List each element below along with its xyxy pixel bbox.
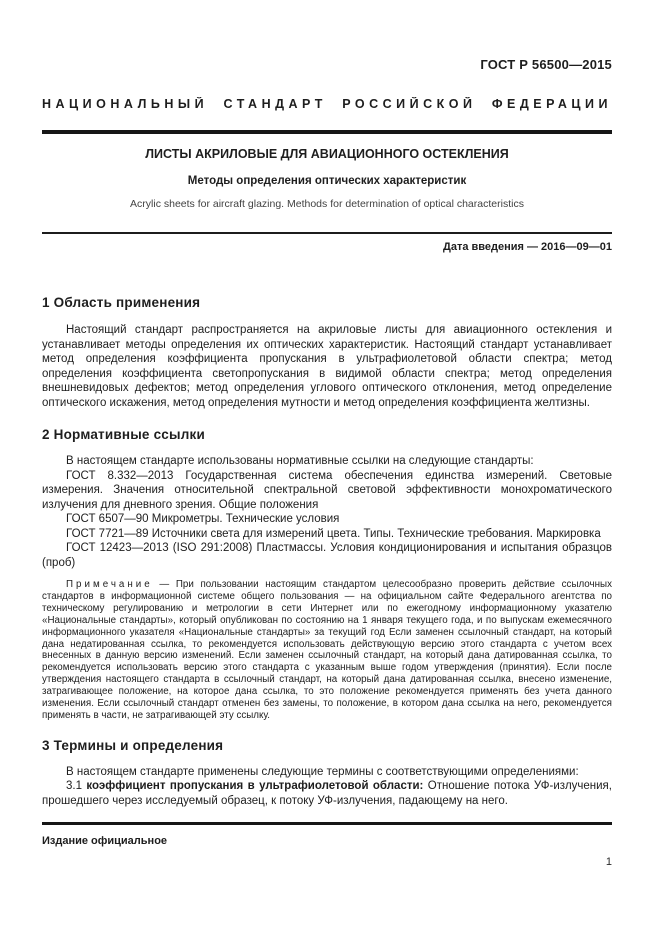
federation-title: НАЦИОНАЛЬНЫЙ СТАНДАРТ РОССИЙСКОЙ ФЕДЕРАЦИИ bbox=[42, 97, 612, 111]
section-2-body bbox=[42, 454, 612, 570]
header-rule bbox=[42, 130, 612, 134]
section-1-paragraph: Настоящий стандарт распространяется на акриловые листы для авиационного остекления и устанавливает методы определения их оптических характеристик. Настоящий стандарт устанавливает метод определения коэффициента пропускания в ультрафиолетовой области спектра; метод определения коэффициента светопропускания в видимой области спектра; метод определения внешневидовых дефектов; метод определения углового оптического отклонения, метод определение оптического искажения, метод определения мутности и метод определения коэффициента желтизны. bbox=[42, 324, 612, 409]
section-3-intro: В настоящем стандарте применены следующие термины с соответствующими определениями: bbox=[66, 765, 579, 778]
footer-rule bbox=[42, 822, 612, 825]
doc-title-ru: ЛИСТЫ АКРИЛОВЫЕ ДЛЯ АВИАЦИОННОГО ОСТЕКЛЕНИЯ bbox=[145, 147, 509, 161]
effective-date: Дата введения — 2016—09—01 bbox=[443, 241, 612, 253]
reference-item: ГОСТ 7721—89 Источники света для измерений цвета. Типы. Технические требования. Маркировка bbox=[66, 527, 601, 540]
term-name: коэффициент пропускания в ультрафиолетовой области: bbox=[86, 780, 424, 793]
term-definition: Отношение потока УФ-излучения, прошедшего через исследуемый образец, к потоку УФ-излучения, падающему на него. bbox=[42, 780, 612, 807]
term-number: 3.1 bbox=[66, 780, 87, 793]
section-2-intro: В настоящем стандарте использованы нормативные ссылки на следующие стандарты: bbox=[66, 455, 534, 467]
page-number: 1 bbox=[605, 856, 612, 869]
section-1-heading: 1 Область применения bbox=[42, 295, 201, 310]
note bbox=[42, 579, 612, 722]
note-text: — При пользовании настоящим стандартом целесообразно проверить действие ссылочных стандартов в информационной системе общего пользования — на официальном сайте Федерального агентства по техническому регулированию и метрологии в сети Интернет или по ежегодному информационному указателю «Национальные стандарты», который опубликован по состоянию на 1 января текущего года, и по выпускам ежемесячного информационного указателя «Национальные стандарты» за текущий год Если заменен ссылочный стандарт, на который дана недатированная ссылка, то рекомендуется использовать действующую версию этого стандарта с учетом всех внесенных в данную версию изменений. Если заменен ссылочный стандарт, на который дана датированная ссылка, то рекомендуется использовать версию этого стандарта с указанным выше годом утверждения (принятия). Если после утверждения настоящего стандарта в ссылочный стандарт, на который дана датированная ссылка, внесено изменение, затрагивающее положение, на которое дана ссылка, то это положение рекомендуется применять без учета данного изменения. Если ссылочный стандарт отменен без замены, то положение, в котором дана ссылка на него, рекомендуется применять в части, не затрагивающей эту ссылку. bbox=[42, 579, 612, 721]
edition-label: Издание официальное bbox=[42, 835, 168, 848]
section-2-heading: 2 Нормативные ссылки bbox=[42, 427, 205, 442]
doc-number: ГОСТ Р 56500—2015 bbox=[480, 57, 612, 72]
doc-subtitle-ru: Методы определения оптических характеристик bbox=[187, 175, 467, 187]
section-3-heading: 3 Термины и определения bbox=[42, 737, 224, 753]
term-3-1 bbox=[42, 779, 612, 808]
note-label: Примечание bbox=[66, 579, 153, 590]
reference-item: ГОСТ 12423—2013 (ISO 291:2008) Пластмассы. Условия кондиционирования и испытания образцов (проб) bbox=[42, 542, 612, 569]
section-1-body bbox=[42, 323, 612, 410]
reference-item: ГОСТ 6507—90 Микрометры. Технические условия bbox=[66, 513, 340, 525]
page-content bbox=[42, 0, 612, 868]
intro-rule bbox=[42, 232, 612, 234]
reference-item: ГОСТ 8.332—2013 Государственная система обеспечения единства измерений. Световые измерения. Значения относительной спектральной световой эффективности монохроматического излучения для дневного зрения. Общие положения bbox=[42, 469, 612, 511]
section-3-body bbox=[42, 765, 612, 809]
doc-title-en: Acrylic sheets for aircraft glazing. Methods for determination of optical characteristics bbox=[130, 198, 524, 210]
